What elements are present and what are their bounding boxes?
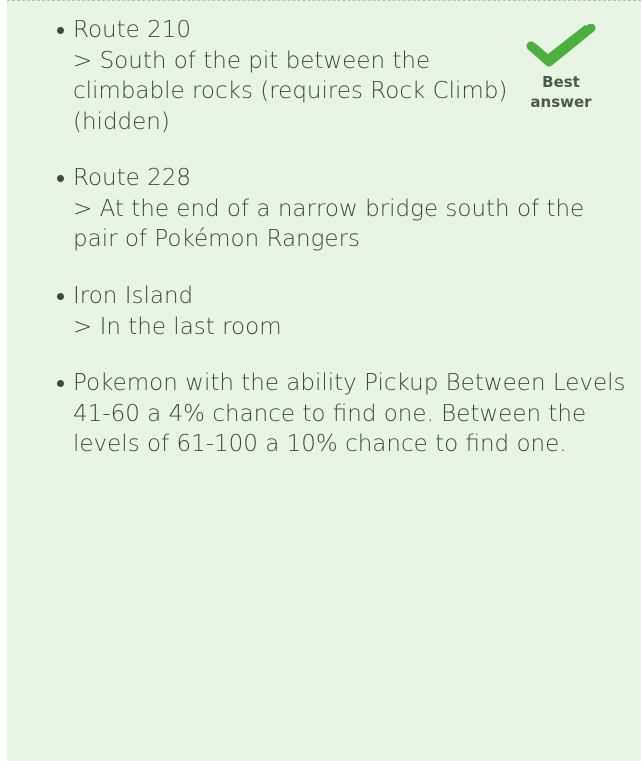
bullet-icon bbox=[57, 175, 64, 182]
answer-content bbox=[7, 1, 641, 761]
list-item-title: Route 228 bbox=[73, 165, 191, 192]
best-answer-label-line2: answer bbox=[530, 92, 592, 111]
best-answer-label-line1: Best bbox=[542, 73, 580, 91]
list-item-detail: > South of the pit between the climbable rocks (requires Rock Climb) (hidden) bbox=[73, 47, 508, 135]
list-item-title: Iron Island bbox=[73, 283, 194, 310]
bullet-icon bbox=[57, 380, 64, 387]
best-answer-badge bbox=[513, 23, 609, 112]
bullet-icon bbox=[57, 293, 64, 300]
list-item bbox=[21, 281, 627, 342]
bullet-icon bbox=[57, 27, 64, 34]
list-item-detail: > At the end of a narrow bridge south of the pair of Pokémon Rangers bbox=[73, 195, 585, 253]
best-answer-label bbox=[513, 73, 609, 112]
list-item bbox=[21, 15, 627, 137]
list-item bbox=[21, 368, 627, 460]
list-item-title: Route 210 bbox=[73, 17, 191, 43]
list-item bbox=[21, 163, 627, 255]
list-item-detail: > In the last room bbox=[73, 313, 282, 340]
green-checkmark-icon bbox=[513, 23, 609, 67]
left-margin bbox=[0, 0, 7, 761]
list-item-title: Pokemon with the ability Pickup Between Levels 41-60 a 4% chance to find one. Between the levels of 61-100 a 10% chance to find one. bbox=[73, 370, 626, 458]
location-list bbox=[21, 15, 627, 460]
